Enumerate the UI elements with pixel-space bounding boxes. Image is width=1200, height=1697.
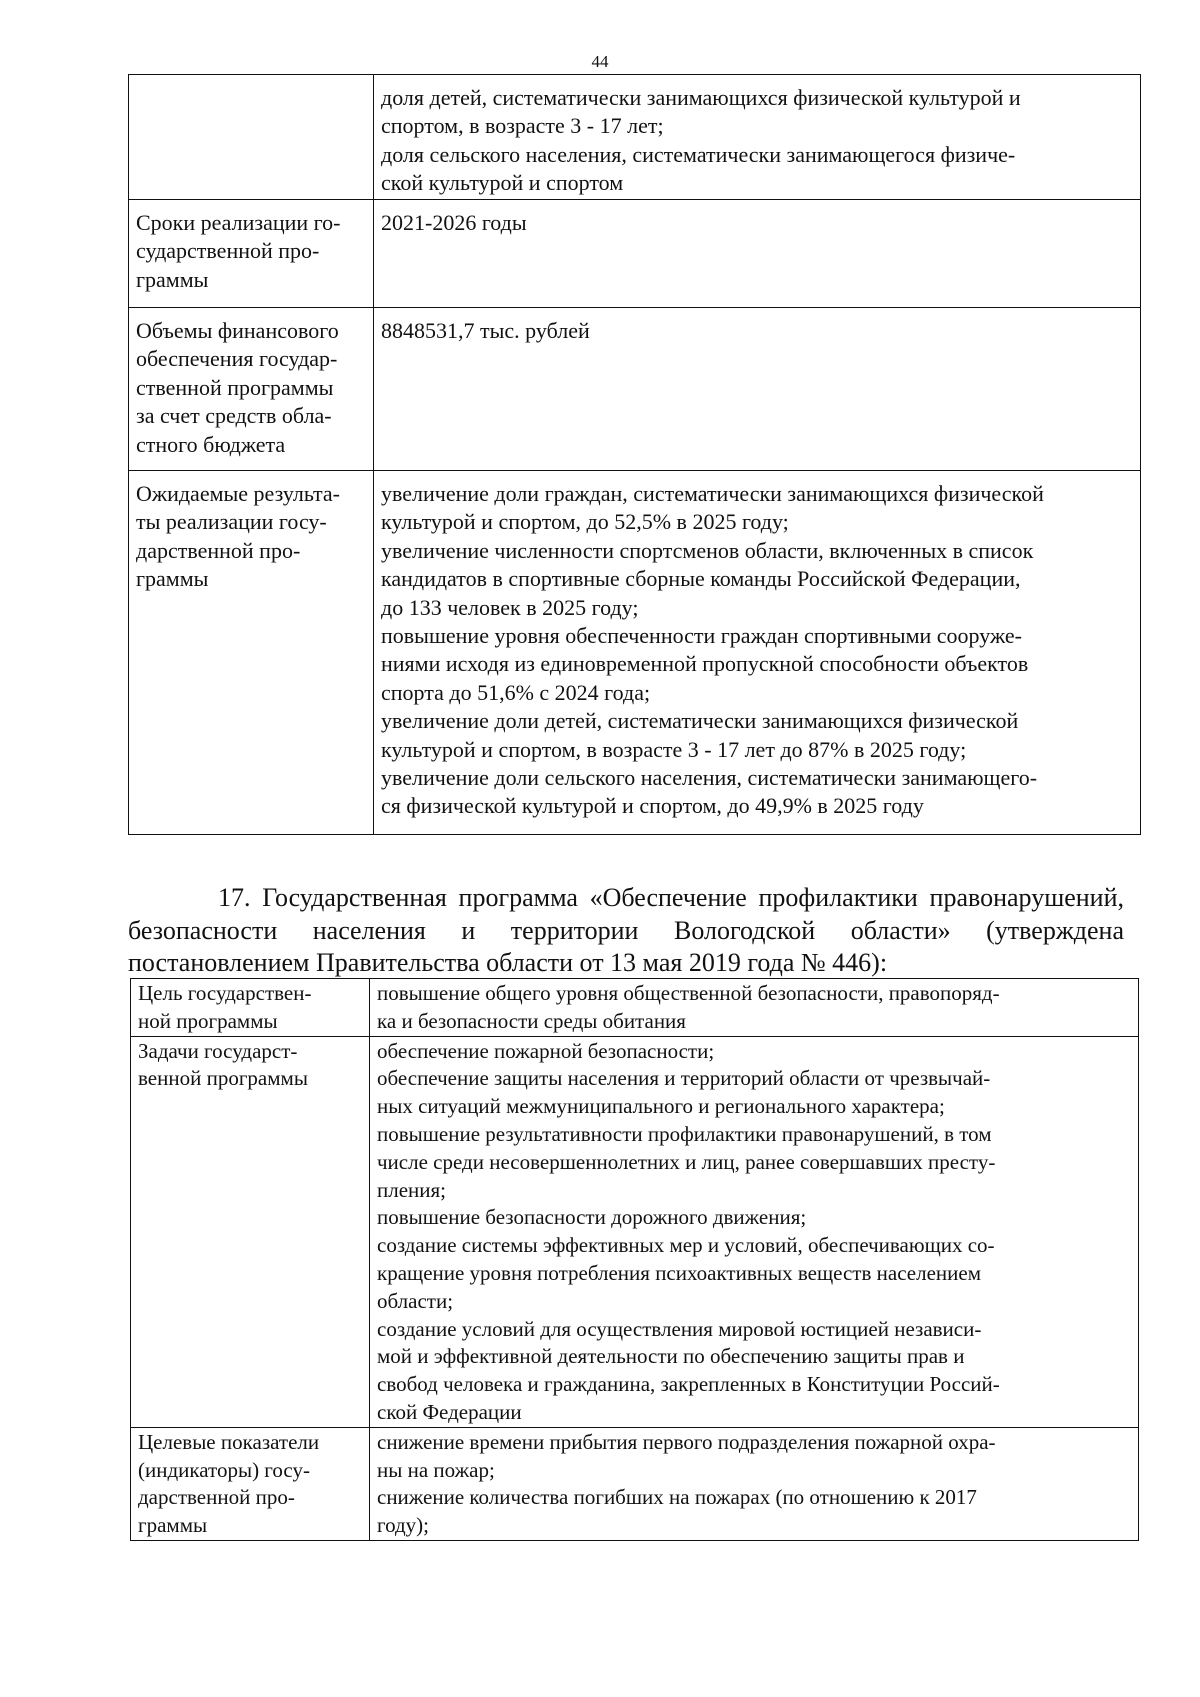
text-line: снижение количества погибших на пожарах (по отношению к 2017 bbox=[377, 1485, 977, 1510]
text-line: повышение безопасности дорожного движения; bbox=[377, 1205, 807, 1230]
row-label-cell bbox=[131, 1036, 370, 1427]
text-line: ской культурой и спортом bbox=[381, 170, 624, 196]
table-row bbox=[131, 1036, 1139, 1427]
text-line: увеличение численности спортсменов области, включенных в список bbox=[381, 537, 1034, 563]
text-line: Цель государствен- bbox=[138, 981, 312, 1005]
row-value-cell bbox=[374, 471, 1141, 835]
text-line: спортом, в возрасте 3 - 17 лет; bbox=[381, 113, 664, 139]
program-16-passport-table bbox=[128, 74, 1141, 835]
text-line: Сроки реализации го- bbox=[136, 210, 341, 235]
text-line: 2021-2026 годы bbox=[381, 210, 527, 235]
text-line: дарственной про- bbox=[138, 1485, 295, 1510]
text-line: ка и безопасности среды обитания bbox=[377, 1008, 686, 1033]
row-value-cell bbox=[370, 1427, 1139, 1540]
text-line: области; bbox=[377, 1288, 454, 1313]
text-line: Целевые показатели bbox=[138, 1429, 320, 1454]
table-row bbox=[129, 200, 1141, 308]
text-line: дарственной про- bbox=[136, 537, 301, 563]
text-line: пления; bbox=[377, 1177, 447, 1202]
text-line: доля сельского населения, систематически занимающегося физиче- bbox=[381, 141, 1016, 167]
text-line: сударственной про- bbox=[136, 238, 320, 264]
text-line: обеспечение пожарной безопасности; bbox=[377, 1038, 715, 1063]
page-number: 44 bbox=[591, 52, 609, 71]
text-line: ной программы bbox=[138, 1008, 278, 1033]
text-line: обеспечение защиты населения и территорий области от чрезвычай- bbox=[377, 1066, 991, 1091]
row-label-cell bbox=[131, 979, 370, 1037]
row-label-cell bbox=[129, 471, 374, 835]
text-line: увеличение доли сельского населения, систематически занимающего- bbox=[381, 765, 1038, 791]
text-line: числе среди несовершеннолетних и лиц, ранее совершавших престу- bbox=[377, 1149, 996, 1174]
text-line: ственной программы bbox=[136, 374, 334, 400]
text-line: создание системы эффективных мер и условий, обеспечивающих со- bbox=[377, 1233, 995, 1258]
text-line: ской Федерации bbox=[377, 1399, 522, 1424]
text-line: кращение уровня потребления психоактивных веществ населением bbox=[377, 1260, 981, 1285]
text-line: мой и эффективной деятельности по обеспечению защиты прав и bbox=[377, 1344, 965, 1369]
section-heading: 17. Государственная программа «Обеспечение профилактики правонарушений, безопасности населения и территории Вологодской области» (утверждена постановлением Правительства области от 13 мая 2019 года № 446): bbox=[128, 883, 1124, 977]
text-line: обеспечения государ- bbox=[136, 346, 338, 372]
text-line: до 133 человек в 2025 году; bbox=[381, 594, 639, 620]
row-value-cell bbox=[370, 1036, 1139, 1427]
text-line: доля детей, систематически занимающихся физической культурой и bbox=[381, 85, 1021, 110]
text-line: увеличение доли детей, систематически занимающихся физической bbox=[381, 708, 1019, 734]
row-value-cell bbox=[374, 200, 1141, 308]
table-row bbox=[129, 471, 1141, 835]
table-row bbox=[129, 308, 1141, 471]
text-line: граммы bbox=[136, 566, 209, 592]
text-line: Объемы финансового bbox=[136, 318, 339, 343]
text-line: свобод человека и гражданина, закрепленных в Конституции Россий- bbox=[377, 1372, 1000, 1397]
text-line: повышение уровня обеспеченности граждан спортивными сооруже- bbox=[381, 623, 1022, 649]
text-line: создание условий для осуществления мировой юстицией независи- bbox=[377, 1316, 982, 1341]
text-line: повышение общего уровня общественной безопасности, правопоряд- bbox=[377, 981, 1000, 1005]
table-row bbox=[129, 75, 1141, 200]
text-line: ных ситуаций межмуниципального и регионального характера; bbox=[377, 1094, 945, 1119]
text-line: году); bbox=[377, 1513, 429, 1538]
text-line: ся физической культурой и спортом, до 49,9% в 2025 году bbox=[381, 793, 924, 819]
text-line: ны на пожар; bbox=[377, 1457, 495, 1482]
row-value-cell bbox=[370, 979, 1139, 1037]
text-line: снижение времени прибытия первого подразделения пожарной охра- bbox=[377, 1429, 996, 1454]
row-value-cell bbox=[374, 75, 1141, 200]
text-line: стного бюджета bbox=[136, 431, 286, 457]
row-label-cell bbox=[131, 1427, 370, 1540]
row-label-cell bbox=[129, 308, 374, 471]
text-line: Задачи государст- bbox=[138, 1038, 298, 1063]
text-line: (индикаторы) госу- bbox=[138, 1457, 310, 1482]
text-line: ты реализации госу- bbox=[136, 509, 327, 535]
text-line: культурой и спортом, до 52,5% в 2025 году; bbox=[381, 509, 789, 535]
text-line: за счет средств обла- bbox=[136, 403, 332, 429]
text-line: кандидатов в спортивные сборные команды Российской Федерации, bbox=[381, 566, 1021, 592]
row-value-cell bbox=[374, 308, 1141, 471]
table-row bbox=[131, 979, 1139, 1037]
text-line: граммы bbox=[136, 266, 209, 292]
row-label-cell bbox=[129, 75, 374, 200]
text-line: венной программы bbox=[138, 1066, 308, 1091]
text-line: ниями исходя из единовременной пропускной способности объектов bbox=[381, 651, 1029, 677]
text-line: 8848531,7 тыс. рублей bbox=[381, 318, 590, 343]
text-line: культурой и спортом, в возрасте 3 - 17 лет до 87% в 2025 году; bbox=[381, 736, 967, 762]
text-line: Ожидаемые результа- bbox=[136, 481, 340, 506]
program-17-passport-table bbox=[130, 978, 1139, 1541]
text-line: спорта до 51,6% с 2024 года; bbox=[381, 679, 651, 705]
text-line: граммы bbox=[138, 1513, 208, 1538]
text-line: увеличение доли граждан, систематически занимающихся физической bbox=[381, 481, 1044, 506]
table-row bbox=[131, 1427, 1139, 1540]
row-label-cell bbox=[129, 200, 374, 308]
text-line: повышение результативности профилактики правонарушений, в том bbox=[377, 1121, 992, 1146]
